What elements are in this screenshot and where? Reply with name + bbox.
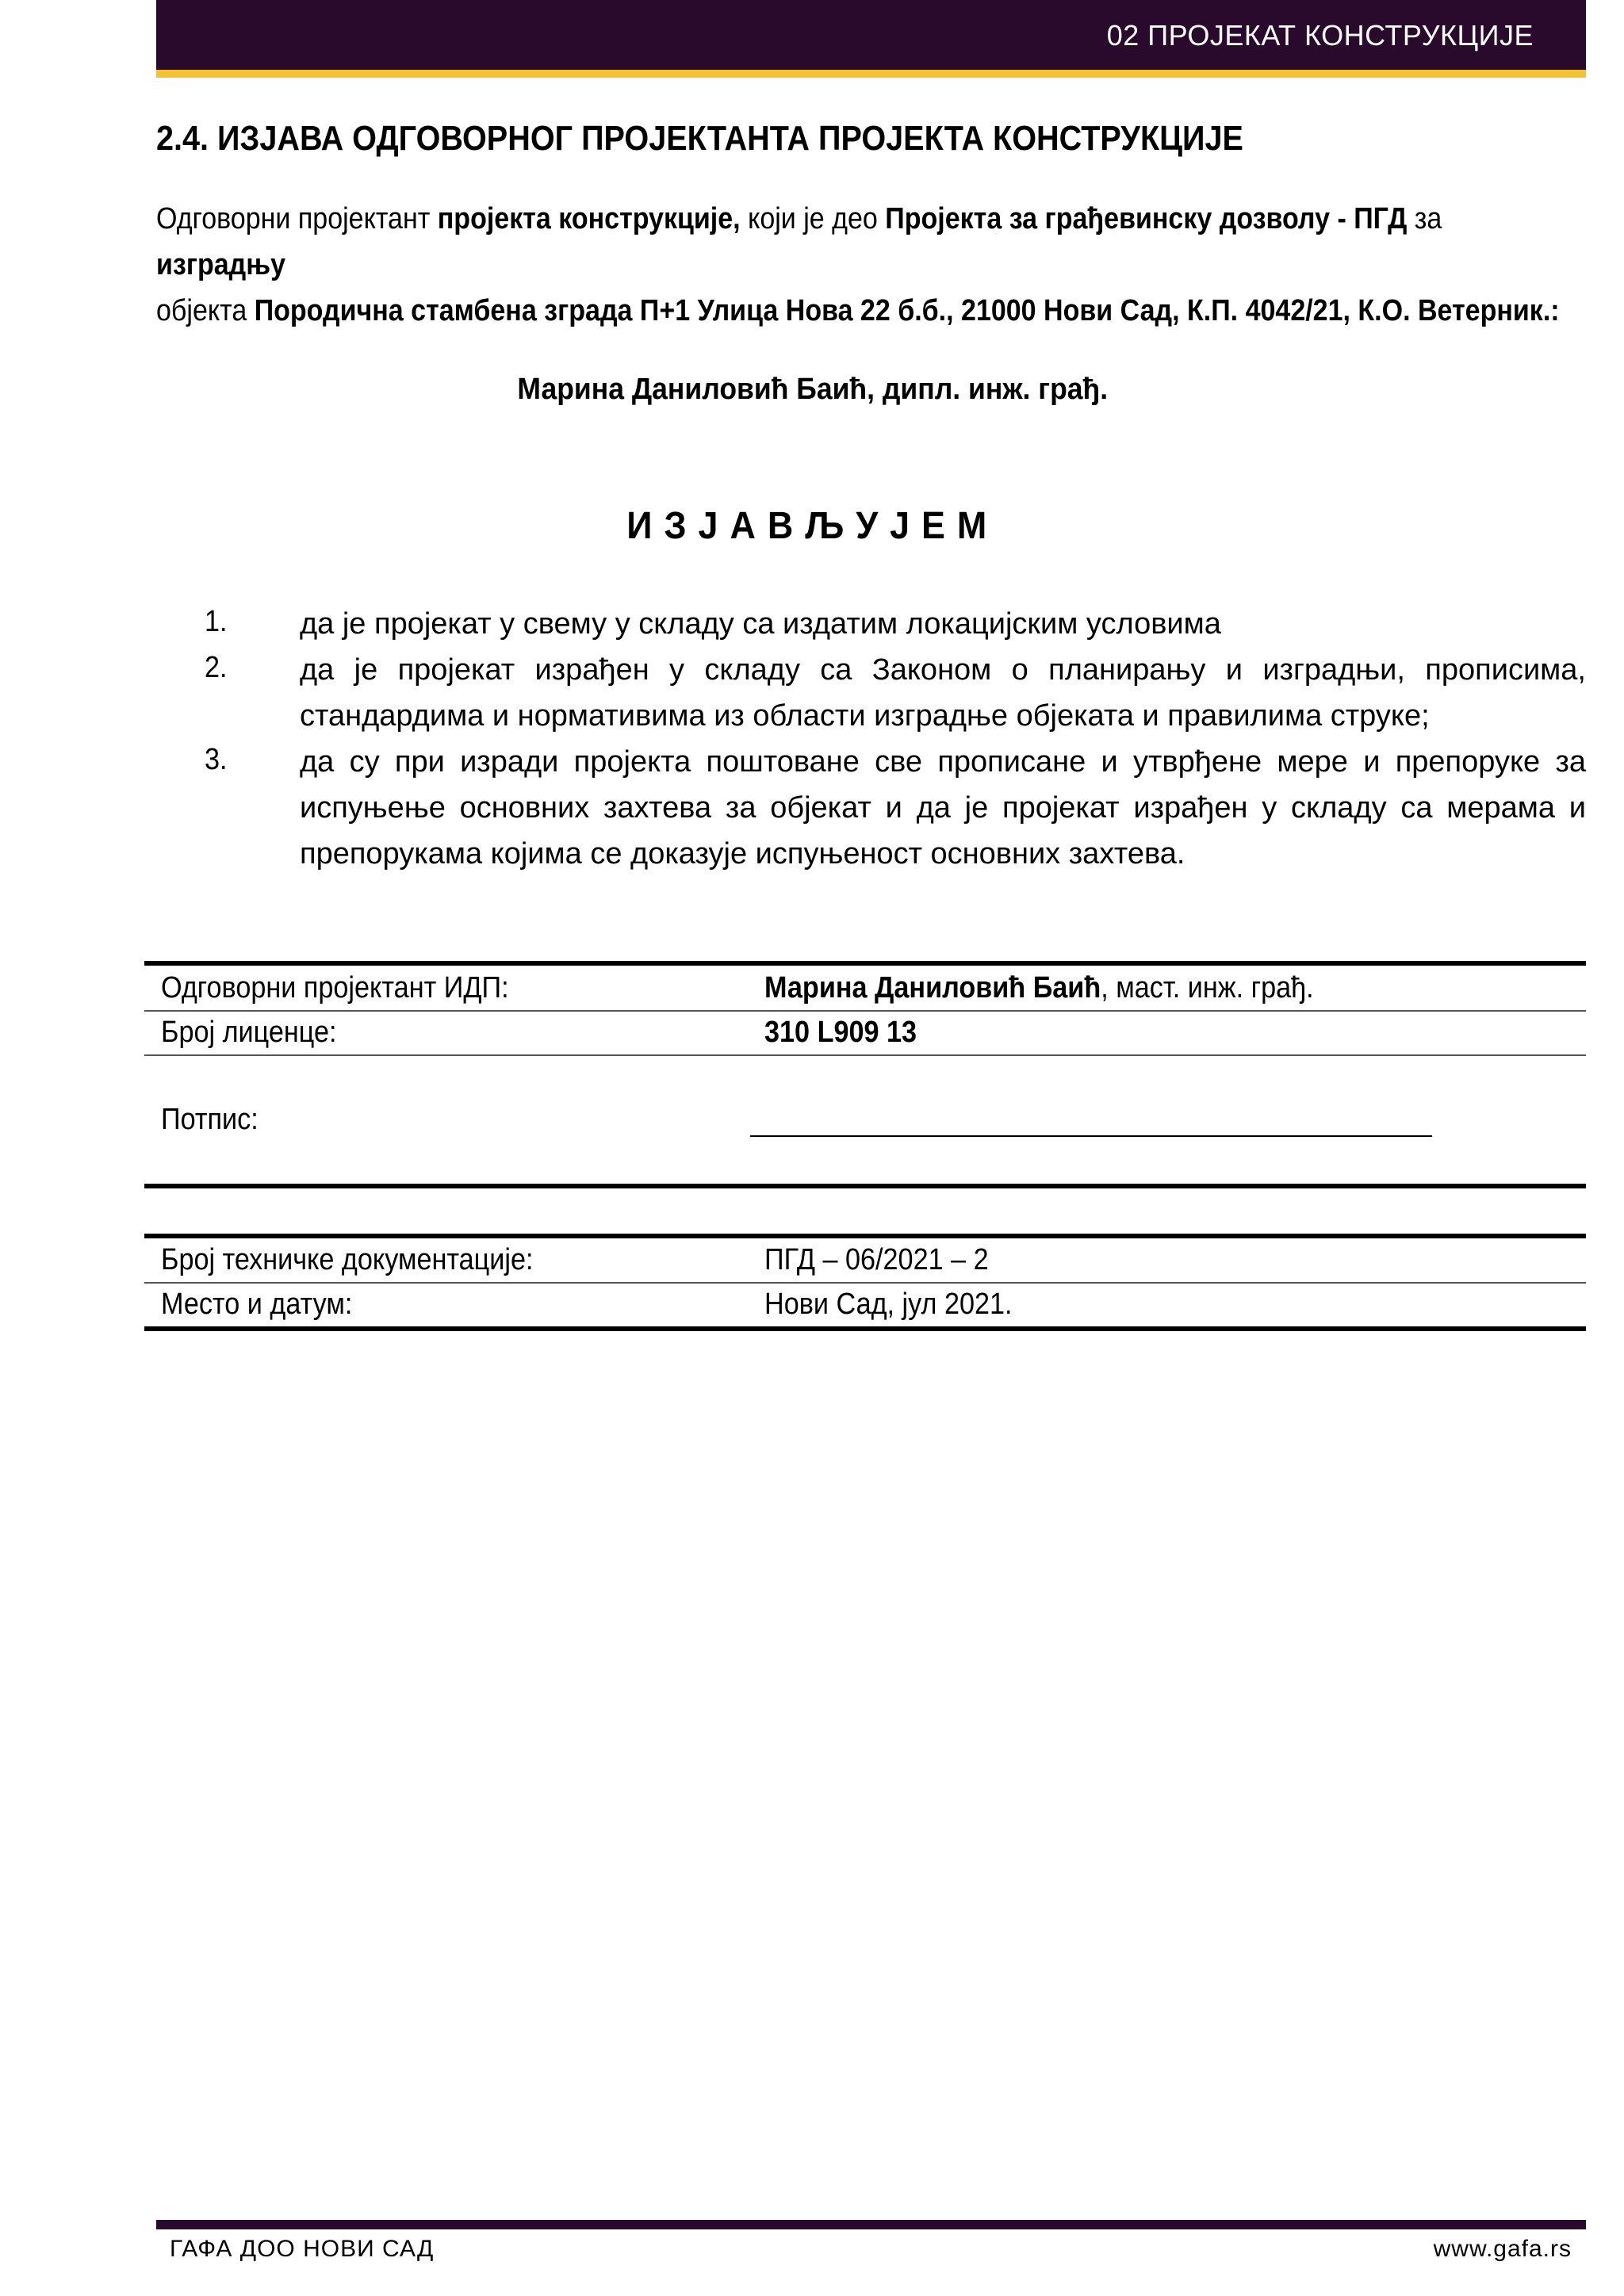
doc-number-label: Број техничке документације: bbox=[161, 1243, 534, 1276]
footer-website: www.gafa.rs bbox=[1433, 2236, 1572, 2262]
statement-number: 3. bbox=[205, 743, 228, 776]
intro-bold-3: изградњу bbox=[156, 248, 286, 281]
place-date-value: Нови Сад, јул 2021. bbox=[764, 1288, 1013, 1321]
row-divider bbox=[144, 1054, 1586, 1056]
doc-table-bottom-rule bbox=[144, 1326, 1586, 1331]
intro-text-2: који је део bbox=[740, 202, 886, 235]
header-accent-bar bbox=[156, 70, 1586, 78]
footer-rule bbox=[156, 2220, 1586, 2229]
designer-name: Марина Даниловић Баић bbox=[764, 971, 1101, 1004]
footer-company: ГАФА ДОО НОВИ САД bbox=[170, 2236, 435, 2262]
signature-line bbox=[750, 1135, 1432, 1137]
statement-number: 2. bbox=[205, 651, 228, 684]
intro-text-1: Одговорни пројектант bbox=[156, 202, 438, 235]
doc-table-top-rule bbox=[144, 1234, 1586, 1238]
doc-number-value: ПГД – 06/2021 – 2 bbox=[764, 1243, 989, 1276]
intro-bold-2: Пројекта за грађевинску дозволу - ПГД bbox=[885, 202, 1408, 235]
intro-text-4: објекта bbox=[156, 294, 255, 327]
table-top-rule bbox=[144, 961, 1586, 966]
row-divider bbox=[144, 1282, 1586, 1284]
designer-title: , маст. инж. грађ. bbox=[1101, 971, 1314, 1004]
statement-text: да је пројекат израђен у складу са Законом о планирању и изградњи, прописима, стандардима и нормативима из области изградње објеката и правилима струке; bbox=[300, 653, 1586, 733]
intro-bold-4: Породична стамбена зграда П+1 Улица Нова 22 б.б., 21000 Нови Сад, К.П. 4042/21, К.О. Ветерник.: bbox=[254, 294, 1560, 327]
statement-number: 1. bbox=[205, 605, 228, 638]
statement-text: да су при изради пројекта поштоване све прописане и утврђене мере и препоруке за испуњење основних захтева за објекат и да је пројекат израђен у складу са мерама и препорукама којима се доказује испуњеност основних захтева. bbox=[300, 745, 1586, 871]
page-title: 2.4. ИЗЈАВА ОДГОВОРНОГ ПРОЈЕКТАНТА ПРОЈЕКТА КОНСТРУКЦИЈЕ bbox=[156, 119, 1243, 158]
license-value: 310 L909 13 bbox=[764, 1016, 917, 1049]
intro-bold-1: пројекта конструкције, bbox=[437, 202, 741, 235]
signer-name: Марина Даниловић Баић, дипл. инж. грађ. bbox=[517, 373, 1109, 406]
section-label: 02 ПРОЈЕКАТ КОНСТРУКЦИЈЕ bbox=[1106, 19, 1534, 52]
designer-value bbox=[764, 971, 1314, 1005]
row-divider bbox=[144, 1010, 1586, 1012]
intro-paragraph bbox=[156, 196, 1576, 334]
place-date-label: Место и датум: bbox=[161, 1288, 353, 1321]
intro-text-3: за bbox=[1407, 202, 1442, 235]
statement-text: да је пројекат у свему у складу са издатим локацијским условима bbox=[300, 607, 1221, 641]
table-bottom-rule bbox=[144, 1184, 1586, 1188]
header-band bbox=[156, 0, 1586, 70]
declaration-heading: ИЗЈАВЉУЈЕМ bbox=[626, 505, 999, 547]
signature-label: Потпис: bbox=[161, 1103, 259, 1136]
license-label: Број лиценце: bbox=[161, 1016, 337, 1049]
designer-label: Одговорни пројектант ИДП: bbox=[161, 971, 509, 1004]
